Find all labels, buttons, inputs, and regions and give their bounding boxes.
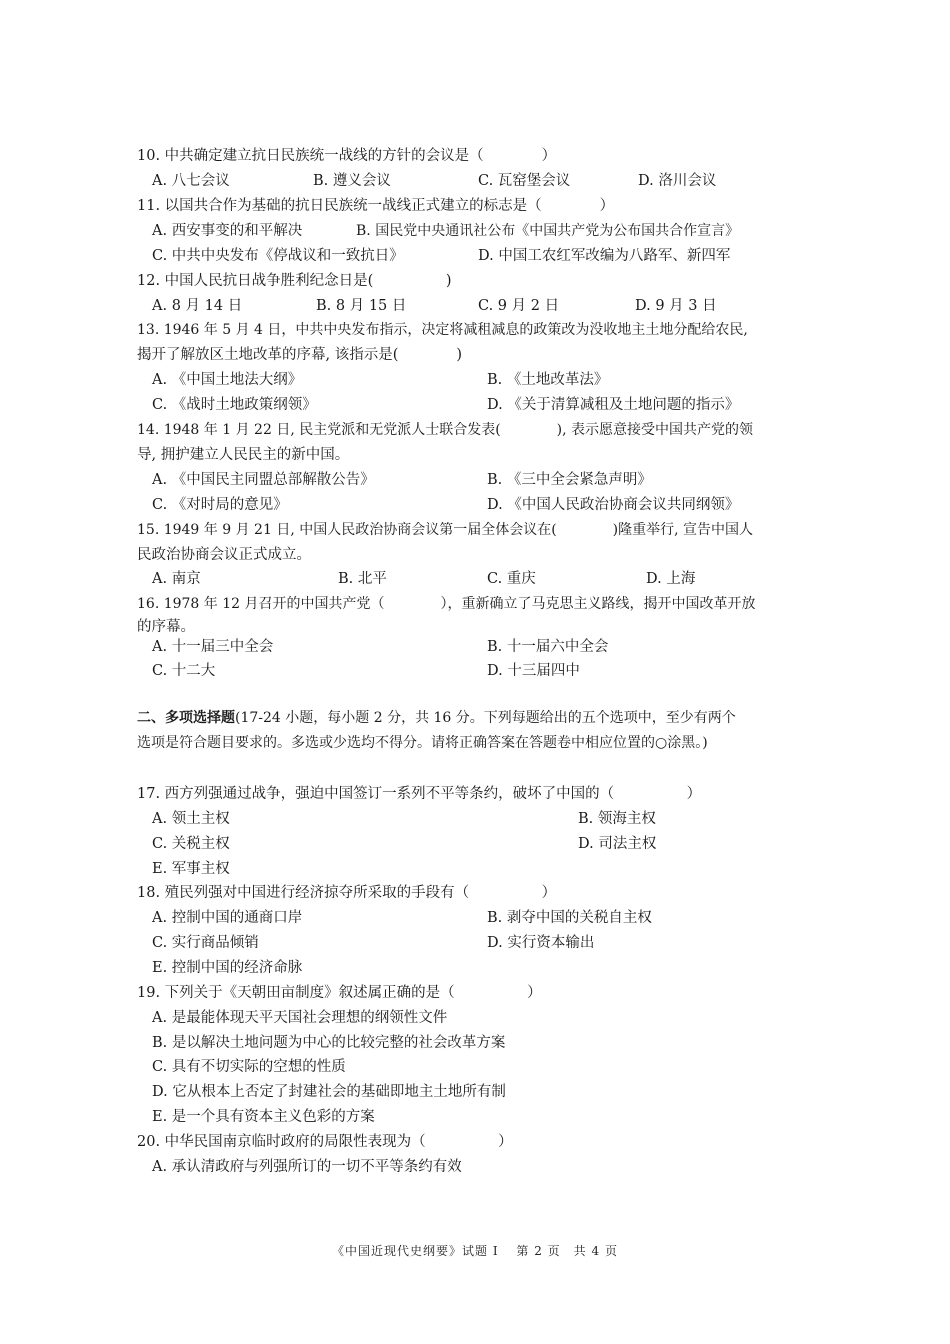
q11-option-b: B. 国民党中央通讯社公布《中国共产党为公布国共合作宣言》 <box>356 223 740 239</box>
q10-option-a: A. 八七会议 <box>152 173 230 189</box>
q13-option-a: A. 《中国土地法大纲》 <box>152 372 303 388</box>
q18-stem: 18. 殖民列强对中国进行经济掠夺所采取的手段有（ ） <box>137 885 557 901</box>
q17-option-d: D. 司法主权 <box>578 836 657 852</box>
q11-option-a: A. 西安事变的和平解决 <box>152 223 303 239</box>
section2-text1: (17-24 小题，每小题 2 分，共 16 分。下列每题给出的五个选项中，至少有两个 <box>235 710 736 726</box>
q20-option-a: A. 承认清政府与列强所订的一切不平等条约有效 <box>152 1159 462 1175</box>
q11-stem: 11. 以国共合作为基础的抗日民族统一战线正式建立的标志是（ ） <box>137 198 615 214</box>
q17-stem: 17. 西方列强通过战争，强迫中国签订一系列不平等条约，破坏了中国的（ ） <box>137 786 702 802</box>
q17-option-e: E. 军事主权 <box>152 861 230 877</box>
q14-stem-line1: 14. 1948 年 1 月 22 日, 民主党派和无党派人士联合发表( ), 表示愿意接受中国共产党的领 <box>137 422 754 438</box>
q16-stem-line1: 16. 1978 年 12 月召开的中国共产党（ ），重新确立了马克思主义路线，揭开中国改革开放 <box>137 596 756 612</box>
q19-stem: 19. 下列关于《天朝田亩制度》叙述属正确的是（ ） <box>137 985 542 1001</box>
q14-option-d: D. 《中国人民政治协商会议共同纲领》 <box>487 497 740 513</box>
q17-option-c: C. 关税主权 <box>152 836 230 852</box>
q13-option-d: D. 《关于清算减租及土地问题的指示》 <box>487 397 740 413</box>
q10-option-d: D. 洛川会议 <box>638 173 717 189</box>
q11-option-d: D. 中国工农红军改编为八路军、新四军 <box>478 248 731 264</box>
q17-option-b: B. 领海主权 <box>578 811 656 827</box>
q17-option-a: A. 领土主权 <box>152 811 230 827</box>
q12-option-d: D. 9 月 3 日 <box>635 298 717 314</box>
section2-intro-line2: 选项是符合题目要求的。多选或少选均不得分。请将正确答案在答题卷中相应位置的○涂黑。) <box>137 735 708 751</box>
q12-option-c: C. 9 月 2 日 <box>478 298 560 314</box>
q16-option-b: B. 十一届六中全会 <box>487 639 609 655</box>
q19-option-d: D. 它从根本上否定了封建社会的基础即地主土地所有制 <box>152 1084 506 1100</box>
q16-option-a: A. 十一届三中全会 <box>152 639 274 655</box>
q16-option-d: D. 十三届四中 <box>487 663 580 679</box>
q12-stem: 12. 中国人民抗日战争胜利纪念日是( ) <box>137 273 452 289</box>
q15-option-b: B. 北平 <box>338 571 387 587</box>
q18-option-b: B. 剥夺中国的关税自主权 <box>487 910 652 926</box>
q19-option-e: E. 是一个具有资本主义色彩的方案 <box>152 1109 375 1125</box>
q15-option-d: D. 上海 <box>646 571 696 587</box>
q19-option-b: B. 是以解决土地问题为中心的比较完整的社会改革方案 <box>152 1035 506 1051</box>
q14-option-a: A. 《中国民主同盟总部解散公告》 <box>152 472 375 488</box>
q14-option-b: B. 《三中全会紧急声明》 <box>487 472 652 488</box>
q14-option-c: C. 《对时局的意见》 <box>152 497 288 513</box>
q12-option-b: B. 8 月 15 日 <box>316 298 407 314</box>
q13-stem-line2: 揭开了解放区土地改革的序幕, 该指示是( ) <box>137 347 463 363</box>
q10-option-c: C. 瓦窑堡会议 <box>478 173 571 189</box>
q20-stem: 20. 中华民国南京临时政府的局限性表现为（ ） <box>137 1134 513 1150</box>
q19-option-a: A. 是最能体现天平天国社会理想的纲领性文件 <box>152 1010 448 1026</box>
q13-option-c: C. 《战时土地政策纲领》 <box>152 397 317 413</box>
q12-option-a: A. 8 月 14 日 <box>152 298 243 314</box>
q10-option-b: B. 遵义会议 <box>313 173 391 189</box>
q14-stem-line2: 导, 拥护建立人民民主的新中国。 <box>137 447 350 463</box>
q18-option-c: C. 实行商品倾销 <box>152 935 259 951</box>
q19-option-c: C. 具有不切实际的空想的性质 <box>152 1059 346 1075</box>
q15-option-c: C. 重庆 <box>487 571 536 587</box>
q16-stem-line2: 的序幕。 <box>137 619 195 635</box>
q10-stem: 10. 中共确定建立抗日民族统一战线的方针的会议是（ ） <box>137 148 557 164</box>
q16-option-c: C. 十二大 <box>152 663 216 679</box>
q15-option-a: A. 南京 <box>152 571 201 587</box>
q13-option-b: B. 《土地改革法》 <box>487 372 609 388</box>
q13-stem-line1: 13. 1946 年 5 月 4 日，中共中央发布指示，决定将减租减息的政策改为没收地主土地分配给农民, <box>137 322 748 338</box>
q18-option-e: E. 控制中国的经济命脉 <box>152 960 303 976</box>
q15-stem-line1: 15. 1949 年 9 月 21 日, 中国人民政治协商会议第一届全体会议在( )隆重举行, 宣告中国人 <box>137 522 754 538</box>
q18-option-a: A. 控制中国的通商口岸 <box>152 910 303 926</box>
section2-heading: 二、多项选择题 <box>137 710 235 726</box>
section2-intro-line1 <box>137 706 736 731</box>
page-footer: 《中国近现代史纲要》试题 I 第 2 页 共 4 页 <box>332 1244 618 1258</box>
q11-option-c: C. 中共中央发布《停战议和一致抗日》 <box>152 248 404 264</box>
q18-option-d: D. 实行资本输出 <box>487 935 595 951</box>
q15-stem-line2: 民政治协商会议正式成立。 <box>137 547 311 563</box>
